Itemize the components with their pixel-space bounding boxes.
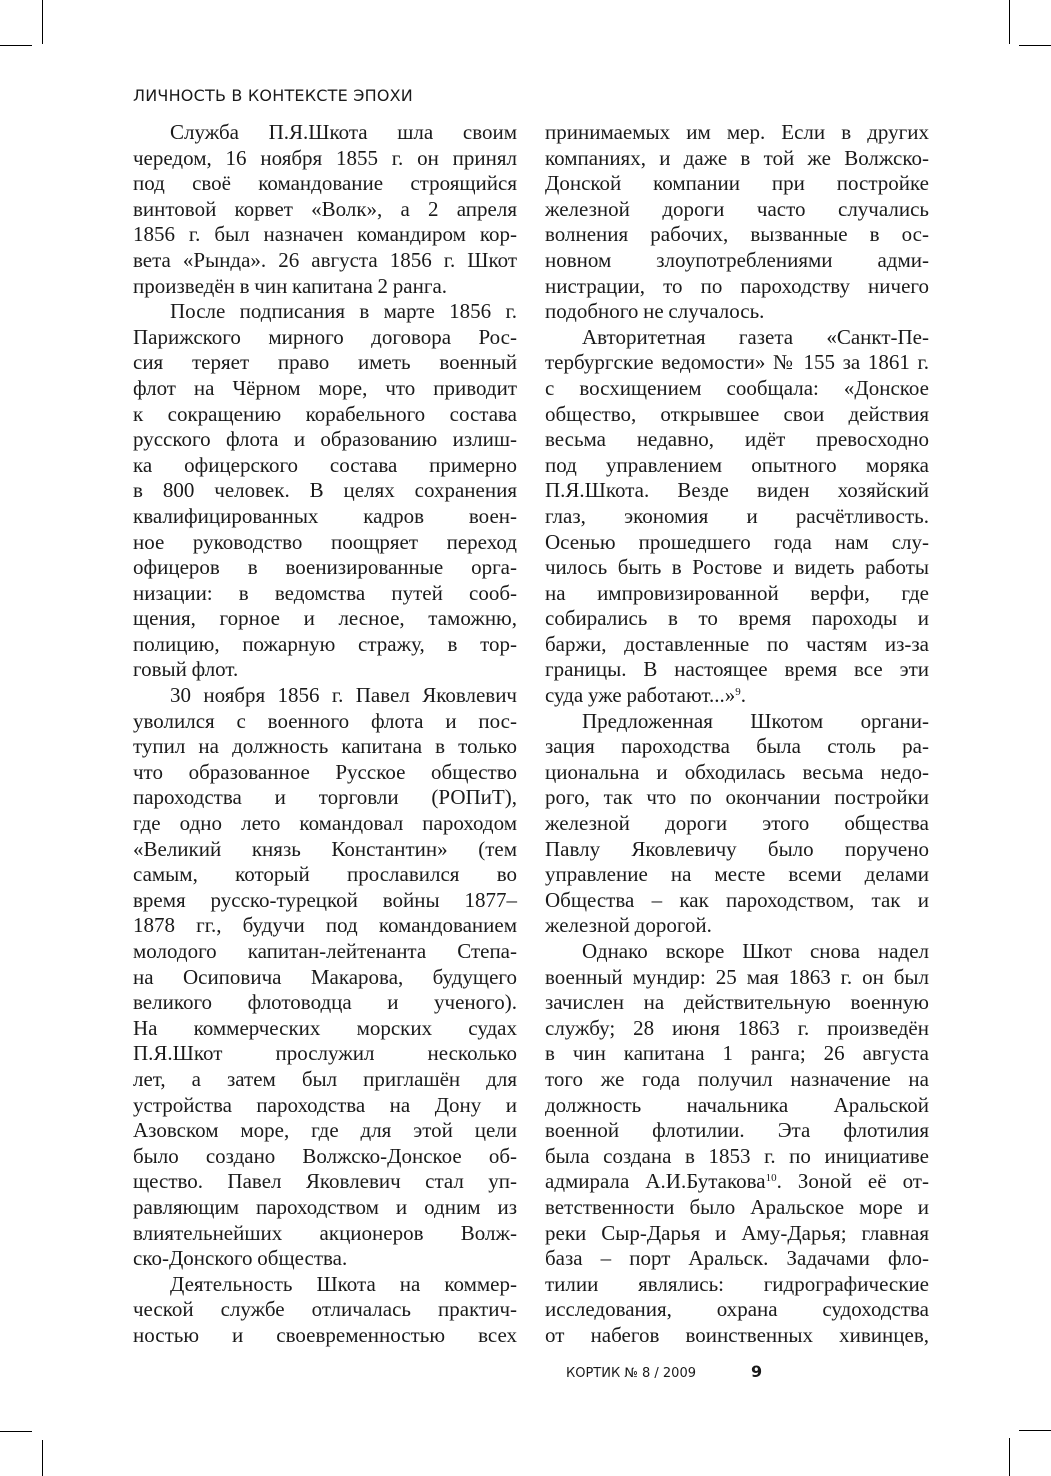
line-text: глаз, экономия и расчётливость. — [545, 503, 929, 528]
text-line — [133, 1144, 517, 1170]
crop-mark — [1009, 0, 1010, 44]
line-text: Служба П.Я.Шкота шла своим — [170, 120, 517, 144]
text-line — [545, 350, 929, 376]
line-text: сия теряет право иметь военный — [133, 350, 517, 375]
line-text: новном злоупотреблениями адми- — [545, 247, 929, 272]
paragraph — [133, 683, 517, 1272]
line-text: пароходства и торговли (РОПиТ), — [133, 785, 517, 810]
line-text: винтовой корвет «Волк», а 2 апреля — [133, 196, 517, 221]
text-line — [545, 1016, 929, 1042]
text-line — [545, 760, 929, 786]
text-line — [133, 1067, 517, 1093]
line-text: Деятельность Шкота на коммер- — [170, 1271, 517, 1296]
line-text: чилось быть в Ростове и видеть работы — [545, 555, 929, 580]
line-text: общество, открывшее свои действия — [545, 401, 929, 426]
line-text: молодого капитан-лейтенанта Степа- — [133, 939, 517, 963]
text-line — [133, 1297, 517, 1323]
text-line — [133, 837, 517, 863]
crop-mark — [0, 1431, 32, 1432]
line-text: русского флота и образованию излиш- — [133, 427, 517, 452]
text-line — [133, 939, 517, 965]
line-text: время русско-турецкой войны 1877– — [133, 887, 517, 912]
text-line — [133, 606, 517, 632]
text-line — [133, 376, 517, 402]
line-text: ветственности было Аральское море и — [545, 1194, 929, 1219]
line-text: баржи, доставленные по частям из-за — [545, 631, 929, 656]
text-line — [545, 1323, 929, 1349]
text-line — [545, 274, 929, 300]
line-text: устройства пароходства на Дону и — [133, 1092, 517, 1117]
text-line — [545, 1246, 929, 1272]
line-text: щения, горное и лесное, таможню, — [133, 606, 517, 631]
line-text: военной флотилии. Эта флотилия — [545, 1118, 929, 1143]
text-line — [545, 427, 929, 453]
line-text: того же года получил назначение на — [545, 1066, 929, 1091]
text-line — [133, 965, 517, 991]
line-text: влиятельнейших акционеров Волж- — [133, 1220, 517, 1245]
text-line — [545, 197, 929, 223]
line-text: должность начальника Аральской — [545, 1092, 929, 1117]
line-text: от набегов воинственных хивинцев, — [545, 1322, 929, 1347]
text-line — [133, 1093, 517, 1119]
text-line — [545, 785, 929, 811]
text-line — [545, 1169, 929, 1195]
line-text: лет, а затем был приглашён для — [133, 1066, 517, 1091]
text-column-left — [133, 120, 517, 1349]
line-text: железной дороги часто случались — [545, 196, 929, 221]
crop-mark — [1009, 1438, 1010, 1476]
line-text: компаниях, и даже в той же Волжско- — [545, 145, 929, 170]
line-text: волнения рабочих, вызванные в ос- — [545, 222, 929, 247]
line-text: квалифицированных кадров воен- — [133, 503, 517, 528]
text-line — [545, 171, 929, 197]
text-line — [133, 709, 517, 735]
line-text: вета «Рында». 26 августа 1856 г. Шкот — [133, 247, 517, 272]
text-line — [133, 581, 517, 607]
line-text: реки Сыр-Дарья и Аму-Дарья; главная — [545, 1220, 929, 1245]
text-line — [133, 632, 517, 658]
text-line — [545, 120, 929, 146]
text-line — [133, 222, 517, 248]
text-line — [545, 657, 929, 683]
text-line — [133, 146, 517, 172]
text-line — [545, 1272, 929, 1298]
line-text: Донской компании при постройке — [545, 171, 929, 196]
line-text: под своё командование строящийся — [133, 171, 517, 196]
line-text: циональна и обходилась весьма недо- — [545, 759, 929, 784]
text-line — [545, 939, 929, 965]
line-text: собирались в то время пароходы и — [545, 606, 929, 631]
line-text: была создана в 1853 г. по инициативе — [545, 1143, 929, 1168]
text-line — [133, 990, 517, 1016]
text-line — [133, 274, 517, 300]
line-text: 1878 гг., будучи под командованием — [133, 913, 517, 938]
text-line — [545, 504, 929, 530]
line-text: ческой службе отличалась практич- — [133, 1297, 517, 1322]
line-text: флот на Чёрном море, что приводит — [133, 375, 517, 400]
line-text: нистрации, то по пароходству ничего — [545, 273, 929, 298]
journal-footer: КОРТИК № 8 / 2009 — [566, 1366, 696, 1381]
text-line — [133, 862, 517, 888]
crop-mark — [1019, 1430, 1051, 1431]
line-text: на импровизированной верфи, где — [545, 580, 929, 605]
crop-mark — [0, 45, 32, 46]
text-line — [545, 478, 929, 504]
text-line — [133, 504, 517, 530]
paragraph — [133, 1272, 517, 1349]
text-line — [545, 299, 929, 325]
line-text: где одно лето командовал пароходом — [133, 811, 517, 836]
line-text: ностью и своевременностью всех — [133, 1322, 517, 1347]
page-number: 9 — [751, 1362, 763, 1381]
line-text: Однако вскоре Шкот снова надел — [582, 939, 929, 963]
text-line — [545, 734, 929, 760]
text-line — [133, 785, 517, 811]
line-text: военный мундир: 25 мая 1863 г. он был — [545, 964, 929, 989]
line-text: После подписания в марте 1856 г. — [170, 299, 517, 324]
line-text: ка офицерского состава примерно — [133, 452, 517, 477]
paragraph — [545, 709, 929, 939]
text-line — [133, 171, 517, 197]
line-text: в чин капитана 1 ранга; 26 августа — [545, 1041, 929, 1066]
text-line — [133, 478, 517, 504]
line-text: «Великий князь Константин» (тем — [133, 836, 517, 861]
text-line — [133, 1016, 517, 1042]
text-line — [545, 222, 929, 248]
text-line — [545, 837, 929, 863]
paragraph — [545, 120, 929, 325]
line-text: На коммерческих морских судах — [133, 1015, 517, 1040]
text-line — [545, 811, 929, 837]
text-line — [545, 1144, 929, 1170]
text-line — [545, 683, 929, 709]
line-text: принимаемых им мер. Если в других — [545, 120, 929, 144]
text-line — [133, 530, 517, 556]
line-text: П.Я.Шкот прослужил несколько — [133, 1041, 517, 1066]
text-line — [133, 555, 517, 581]
line-text: суда уже работают...» — [545, 683, 736, 708]
text-line — [545, 376, 929, 402]
text-line — [133, 325, 517, 351]
line-text: в 800 человек. В целях сохранения — [133, 478, 517, 503]
text-line — [545, 402, 929, 428]
text-line — [133, 299, 517, 325]
line-text: Общества – как пароходством, так и — [545, 887, 929, 912]
text-line — [545, 146, 929, 172]
text-line — [545, 555, 929, 581]
line-text: низации: в ведомства путей сооб- — [133, 580, 517, 605]
footnote-reference[interactable]: 10 — [765, 1172, 777, 1185]
text-column-right — [545, 120, 929, 1349]
line-text: что образованное Русское общество — [133, 759, 517, 784]
line-text: Парижского мирного договора Рос- — [133, 324, 517, 349]
text-line — [545, 888, 929, 914]
text-line — [545, 1195, 929, 1221]
line-text: границы. В настоящее время все эти — [545, 657, 929, 682]
line-text: зачислен на действительную военную — [545, 990, 929, 1015]
text-line — [133, 1118, 517, 1144]
line-text: офицеров в военизированные орга- — [133, 555, 517, 580]
line-text: . Зоной её от- — [776, 1169, 929, 1194]
text-line — [545, 581, 929, 607]
line-text: Азовском море, где для этой цели — [133, 1118, 517, 1143]
text-line — [545, 1067, 929, 1093]
section-header: ЛИЧНОСТЬ В КОНТЕКСТЕ ЭПОХИ — [133, 86, 413, 105]
line-text: великого флотоводца и ученого). — [133, 990, 517, 1015]
text-line — [133, 683, 517, 709]
line-text: адмирала А.И.Бутакова — [545, 1169, 766, 1194]
text-line — [545, 325, 929, 351]
text-line — [133, 1195, 517, 1221]
text-line — [545, 965, 929, 991]
text-line — [545, 530, 929, 556]
text-line — [133, 734, 517, 760]
line-text: полицию, пожарную стражу, в тор- — [133, 631, 517, 656]
line-text: уволился с военного флота и пос- — [133, 708, 517, 733]
text-line — [133, 350, 517, 376]
line-text: база – порт Аральск. Задачами фло- — [545, 1246, 929, 1271]
line-text: 1856 г. был назначен командиром кор- — [133, 222, 517, 247]
line-text: исследования, охрана судоходства — [545, 1297, 929, 1322]
line-text: П.Я.Шкота. Везде виден хозяйский — [545, 478, 929, 503]
text-line — [133, 1169, 517, 1195]
text-line — [545, 453, 929, 479]
paragraph — [133, 299, 517, 683]
text-line — [545, 1297, 929, 1323]
text-line — [133, 1041, 517, 1067]
text-line — [545, 990, 929, 1016]
text-line — [133, 657, 517, 683]
line-text: произведён в чин капитана 2 ранга. — [133, 273, 448, 298]
line-text: ско-Донского общества. — [133, 1246, 348, 1271]
line-text: подобного не случалось. — [545, 299, 765, 324]
text-line — [133, 248, 517, 274]
text-line — [545, 913, 929, 939]
line-text: чередом, 16 ноября 1855 г. он принял — [133, 145, 517, 170]
line-text: равляющим пароходством и одним из — [133, 1194, 517, 1219]
text-line — [133, 427, 517, 453]
text-line — [133, 760, 517, 786]
line-text: железной дороги этого общества — [545, 811, 929, 836]
text-line — [133, 811, 517, 837]
text-line — [133, 913, 517, 939]
line-text: самым, который прославился во — [133, 862, 517, 887]
line-text: рого, так что по окончании постройки — [545, 785, 929, 810]
crop-mark — [42, 1440, 43, 1476]
line-text: к сокращению корабельного состава — [133, 401, 517, 426]
line-text: железной дорогой. — [545, 913, 712, 938]
line-text: . — [740, 683, 746, 708]
text-line — [545, 1041, 929, 1067]
line-text: Павлу Яковлевичу было поручено — [545, 836, 929, 861]
paragraph — [545, 939, 929, 1349]
line-text: Предложенная Шкотом органи- — [582, 708, 929, 733]
line-text: службу; 28 июня 1863 г. произведён — [545, 1015, 929, 1040]
paragraph — [133, 120, 517, 299]
line-text: говый флот. — [133, 657, 239, 682]
line-text: тилии являлись: гидрографические — [545, 1271, 929, 1296]
crop-mark — [42, 0, 43, 44]
line-text: 30 ноября 1856 г. Павел Яковлевич — [170, 683, 517, 708]
text-line — [545, 709, 929, 735]
text-line — [545, 862, 929, 888]
text-line — [133, 453, 517, 479]
text-line — [133, 402, 517, 428]
text-line — [545, 1221, 929, 1247]
text-line — [545, 1093, 929, 1119]
line-text: Авторитетная газета «Санкт-Пе- — [582, 324, 929, 349]
crop-mark — [1019, 45, 1051, 46]
text-line — [133, 1246, 517, 1272]
text-line — [545, 606, 929, 632]
text-line — [545, 1118, 929, 1144]
line-text: управление на месте всеми делами — [545, 862, 929, 887]
text-line — [545, 632, 929, 658]
paragraph — [545, 325, 929, 709]
line-text: щество. Павел Яковлевич стал уп- — [133, 1169, 517, 1194]
line-text: тербургские ведомости» № 155 за 1861 г. — [545, 350, 929, 375]
line-text: было создано Волжско-Донское об- — [133, 1143, 517, 1168]
line-text: весьма недавно, идёт превосходно — [545, 427, 929, 452]
text-line — [133, 888, 517, 914]
line-text: ное руководство поощряет переход — [133, 529, 517, 554]
line-text: на Осиповича Макарова, будущего — [133, 964, 517, 989]
line-text: Осенью прошедшего года нам слу- — [545, 529, 929, 554]
line-text: под управлением опытного моряка — [545, 452, 929, 477]
text-line — [133, 197, 517, 223]
text-line — [133, 120, 517, 146]
text-line — [133, 1323, 517, 1349]
text-line — [133, 1221, 517, 1247]
footnote-reference[interactable]: 9 — [735, 686, 741, 699]
text-line — [133, 1272, 517, 1298]
line-text: зация пароходства была столь ра- — [545, 734, 929, 759]
line-text: тупил на должность капитана в только — [133, 734, 517, 759]
text-line — [545, 248, 929, 274]
line-text: с восхищением сообщала: «Донское — [545, 375, 929, 400]
